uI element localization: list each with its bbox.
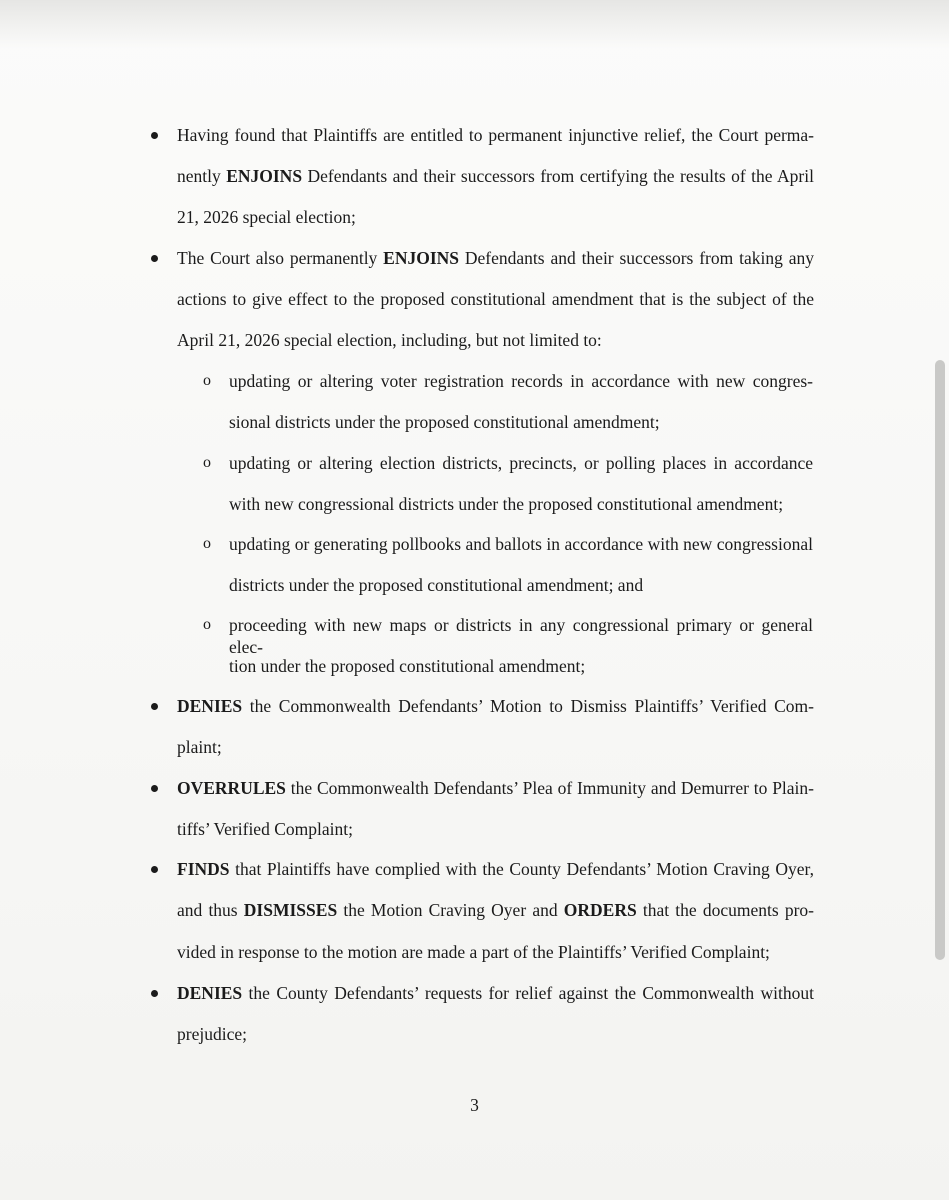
text-run: districts under the proposed constitutional amendment; and xyxy=(229,575,644,595)
paragraph-line xyxy=(177,982,814,1004)
sub-item-line xyxy=(229,370,813,392)
bold-ruling-term: DISMISSES xyxy=(243,900,338,920)
paragraph-line xyxy=(177,736,222,758)
text-run: that the documents pro- xyxy=(636,900,814,920)
paragraph-line xyxy=(177,777,814,799)
sub-item-line xyxy=(229,574,643,596)
paragraph-line xyxy=(177,165,814,187)
paragraph-line xyxy=(177,818,353,840)
bullet-marker xyxy=(151,703,158,710)
bold-ruling-term: FINDS xyxy=(177,859,230,879)
text-run: the Commonwealth Defendants’ Motion to Dismiss Plaintiffs’ Verified Com- xyxy=(242,696,814,716)
vertical-scrollbar[interactable] xyxy=(933,0,949,1200)
text-run: actions to give effect to the proposed constitutional amendment that is the subject of the xyxy=(177,289,814,309)
text-run: Having found that Plaintiffs are entitled to permanent injunctive relief, the Court perma- xyxy=(177,125,814,145)
text-run: and thus xyxy=(177,900,244,920)
text-run: Defendants and their successors from taking any xyxy=(459,248,814,268)
sub-item-line xyxy=(229,533,813,555)
paragraph-line xyxy=(177,206,356,228)
sub-item-line xyxy=(229,411,660,433)
text-run: updating or altering election districts, precincts, or polling places in accordance xyxy=(229,453,813,473)
sub-item-line xyxy=(229,655,585,677)
text-run: the Commonwealth Defendants’ Plea of Immunity and Demurrer to Plain- xyxy=(285,778,814,798)
bullet-marker xyxy=(151,866,158,873)
paragraph-line xyxy=(177,288,814,310)
text-run: that Plaintiffs have complied with the County Defendants’ Motion Craving Oyer, xyxy=(229,859,814,879)
text-run: April 21, 2026 special election, including, but not limited to: xyxy=(177,330,602,350)
text-run: tion under the proposed constitutional amendment; xyxy=(229,656,586,676)
paragraph-line xyxy=(177,899,814,921)
paragraph-line xyxy=(177,124,814,146)
bold-ruling-term: DENIES xyxy=(177,983,243,1003)
text-run: nently xyxy=(177,166,227,186)
bullet-marker xyxy=(151,990,158,997)
bold-ruling-term: OVERRULES xyxy=(177,778,286,798)
bold-ruling-term: DENIES xyxy=(177,696,243,716)
text-run: The Court also permanently xyxy=(177,248,384,268)
bullet-marker xyxy=(151,785,158,792)
sub-item-line xyxy=(229,452,813,474)
text-run: 21, 2026 special election; xyxy=(177,207,356,227)
paragraph-line xyxy=(177,858,814,880)
sub-bullet-marker: o xyxy=(203,372,211,389)
bold-ruling-term: ENJOINS xyxy=(226,166,303,186)
page-number: 3 xyxy=(470,1095,479,1115)
text-run: with new congressional districts under the proposed constitutional amendment; xyxy=(229,494,784,514)
bold-ruling-term: ORDERS xyxy=(563,900,637,920)
text-run: Defendants and their successors from certifying the results of the April xyxy=(302,166,814,186)
bullet-marker xyxy=(151,255,158,262)
text-run: plaint; xyxy=(177,737,222,757)
text-run: sional districts under the proposed constitutional amendment; xyxy=(229,412,660,432)
text-run: the County Defendants’ requests for relief against the Commonwealth without xyxy=(242,983,814,1003)
text-run: prejudice; xyxy=(177,1024,247,1044)
text-run: tiffs’ Verified Complaint; xyxy=(177,819,353,839)
paragraph-line xyxy=(177,247,814,269)
text-run: updating or altering voter registration records in accordance with new congres- xyxy=(229,371,813,391)
paragraph-line xyxy=(177,329,602,351)
sub-bullet-marker: o xyxy=(203,454,211,471)
page-top-shadow xyxy=(0,0,949,48)
paragraph-line xyxy=(177,941,770,963)
sub-item-line xyxy=(229,614,813,658)
bullet-marker xyxy=(151,132,158,139)
sub-bullet-marker: o xyxy=(203,535,211,552)
bold-ruling-term: ENJOINS xyxy=(383,248,460,268)
paragraph-line xyxy=(177,695,814,717)
text-run: vided in response to the motion are made a part of the Plaintiffs’ Verified Complaint; xyxy=(177,942,770,962)
paragraph-line xyxy=(177,1023,247,1045)
sub-item-line xyxy=(229,493,783,515)
text-run: the Motion Craving Oyer and xyxy=(337,900,564,920)
text-run: updating or generating pollbooks and ballots in accordance with new congressional xyxy=(229,534,813,554)
sub-bullet-marker: o xyxy=(203,616,211,633)
scrollbar-thumb[interactable] xyxy=(935,360,945,960)
text-run: proceeding with new maps or districts in any congressional primary or general elec- xyxy=(229,615,813,657)
